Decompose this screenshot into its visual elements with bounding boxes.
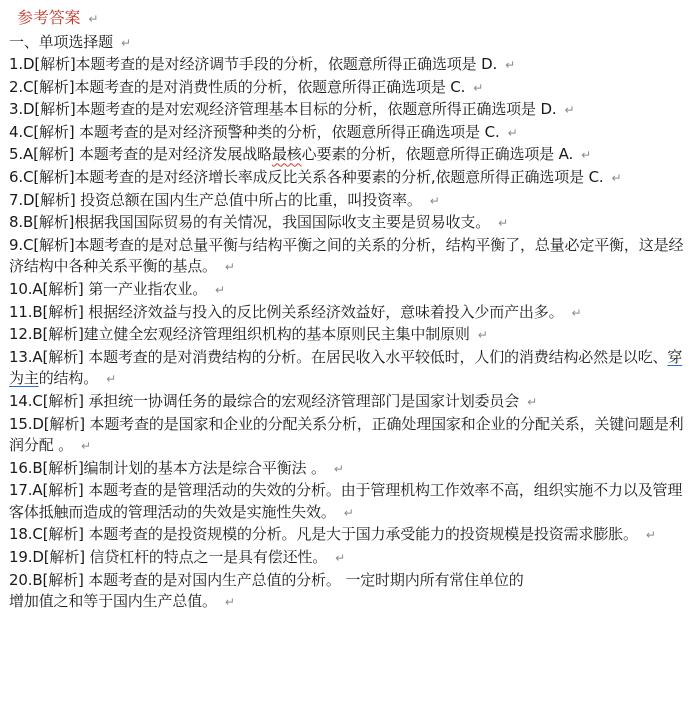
paragraph-mark: ↵ [571, 305, 582, 320]
paragraph-mark: ↵ [498, 216, 508, 231]
answer-11: 11.B[解析] 根据经济效益与投入的反比例关系经济效益好，意味着投入少而产出多。 ↵ [9, 302, 582, 321]
answer-3: 3.D[解析]本题考查的是对宏观经济管理基本目标的分析，依题意所得正确选项是 D. ↵ [9, 100, 575, 119]
answer-6: 6.C[解析]本题考查的是对经济增长率成反比关系各种要素的分析,依题意所得正确选项是 C. ↵ [9, 167, 622, 186]
answer-1: 1.D[解析]本题考查的是对经济调节手段的分析，依题意所得正确选项是 D. ↵ [9, 55, 516, 73]
answer-10: 10.A[解析] 第一产业指农业。 ↵ [9, 279, 225, 298]
paragraph-mark: ↵ [120, 36, 131, 50]
answer-12: 12.B[解析]建立健全宏观经济管理组织机构的基本原则民主集中制原则 ↵ [9, 325, 488, 344]
paragraph-mark: ↵ [333, 461, 344, 476]
paragraph-mark: ↵ [527, 394, 538, 409]
paragraph-mark: ↵ [581, 148, 592, 163]
answer-14: 14.C[解析] 承担统一协调任务的最综合的宏观经济管理部门是国家计划委员会 ↵ [9, 391, 538, 410]
paragraph-mark: ↵ [224, 595, 235, 610]
answer-5: 5.A[解析] 本题考查的是对经济发展战略最核心要素的分析，依题意所得正确选项是 A. ↵ [9, 145, 592, 164]
answer-8: 8.B[解析]根据我国国际贸易的有关情况，我国国际收支主要是贸易收支。 ↵ [9, 213, 508, 232]
paragraph-mark: ↵ [507, 125, 518, 140]
answer-15: 15.D[解析] 本题考查的是国家和企业的分配关系分析，正确处理国家和企业的分配关系，关键问题是利润分配 。 ↵ [9, 414, 684, 455]
paragraph-mark: ↵ [343, 505, 354, 520]
answer-2: 2.C[解析]本题考查的是对消费性质的分析，依题意所得正确选项是 C. ↵ [9, 77, 484, 96]
answer-19: 19.D[解析] 信贷杠杆的特点之一是具有偿还性。 ↵ [9, 548, 346, 567]
paragraph-mark: ↵ [335, 551, 346, 566]
answer-20-line-2: 增加值之和等于国内生产总值。 ↵ [9, 592, 235, 611]
answer-17: 17.A[解析] 本题考查的是管理活动的失效的分析。由于管理机构工作效率不高，组织实施不力以及管理客体抵触而造成的管理活动的失效是实施性失效。 ↵ [9, 481, 683, 521]
answer-9: 9.C[解析]本题考查的是对总量平衡与结构平衡之间的关系的分析，结构平衡了，总量必定平衡，这是经济结构中各种关系平衡的基点。 ↵ [9, 235, 684, 276]
section-heading: 一、单项选择题 ↵ [9, 33, 131, 51]
paragraph-mark: ↵ [477, 328, 488, 343]
paragraph-mark: ↵ [429, 193, 440, 208]
paragraph-mark: ↵ [473, 80, 484, 95]
paragraph-mark: ↵ [81, 439, 91, 454]
answer-4: 4.C[解析] 本题考查的是对经济预警种类的分析，依题意所得正确选项是 C. ↵ [9, 122, 518, 141]
paragraph-mark: ↵ [224, 260, 235, 275]
grammar-underline: 穿为主 [9, 347, 683, 388]
paragraph-mark: ↵ [564, 103, 575, 118]
paragraph-mark: ↵ [645, 528, 656, 543]
answer-18: 18.C[解析] 本题考查的是投资规模的分析。凡是大于国力承受能力的投资规模是投资需求膨胀。 ↵ [9, 525, 656, 544]
answer-20-line-1: 20.B[解析] 本题考查的是对国内生产总值的分析。 一定时期内所有常住单位的 [9, 570, 524, 589]
paragraph-mark: ↵ [106, 372, 117, 387]
spellcheck-underline: 最核 [271, 145, 302, 164]
answer-7: 7.D[解析] 投资总额在国内生产总值中所占的比重，叫投资率。 ↵ [9, 190, 440, 209]
paragraph-mark: ↵ [611, 170, 622, 185]
paragraph-mark: ↵ [215, 282, 225, 297]
answer-13: 13.A[解析] 本题考查的是对消费结构的分析。在居民收入水平较低时，人们的消费结构必然是以吃、穿为主的结构。 ↵ [9, 347, 683, 388]
paragraph-mark: ↵ [505, 58, 516, 72]
answer-16: 16.B[解析]编制计划的基本方法是综合平衡法 。 ↵ [9, 458, 344, 477]
answer-title: 参考答案 ↵ [17, 8, 99, 27]
paragraph-mark: ↵ [88, 12, 99, 26]
